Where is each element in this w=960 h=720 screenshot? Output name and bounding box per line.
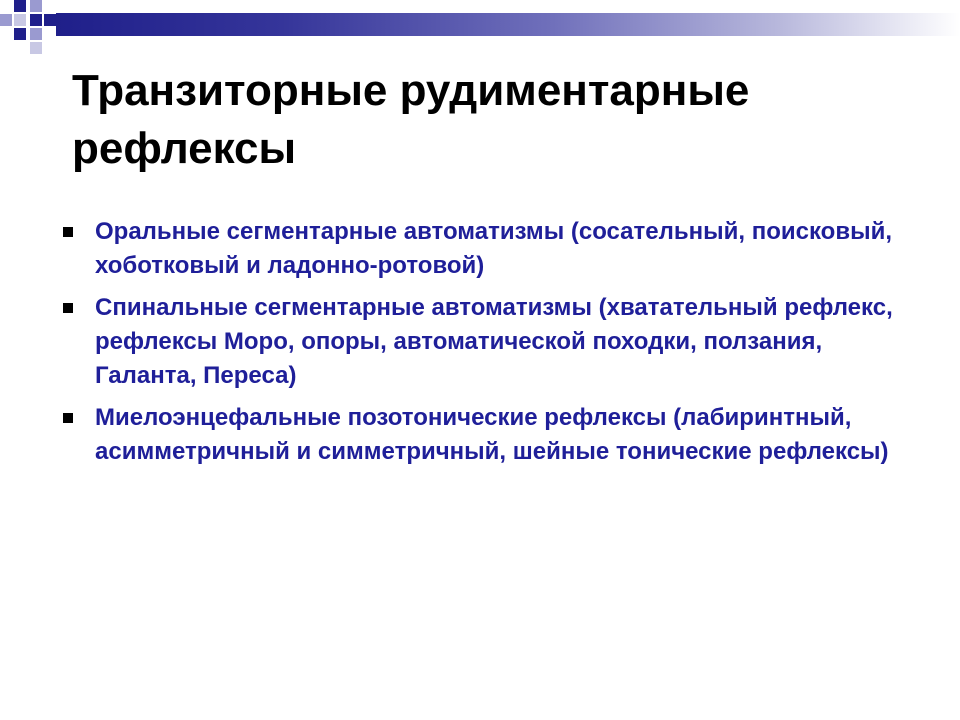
- list-item: [60, 401, 920, 469]
- header-gradient-bar: [56, 13, 960, 36]
- square-bullet-icon: [63, 227, 73, 237]
- list-item-text: Миелоэнцефальные позотонические рефлексы (лабиринтный, асимметричный и симметричный, шейные тонические рефлексы): [95, 404, 889, 465]
- square-bullet-icon: [63, 303, 73, 313]
- header-decoration: [0, 0, 960, 60]
- list-item-text: Спинальные сегментарные автоматизмы (хватательный рефлекс, рефлексы Моро, опоры, автоматической походки, ползания, Галанта, Переса): [95, 294, 893, 389]
- list-item: [60, 215, 920, 283]
- slide-title: Транзиторные рудиментарные рефлексы: [72, 66, 750, 173]
- decor-square: [30, 42, 42, 54]
- square-bullet-icon: [63, 413, 73, 423]
- decor-square: [30, 0, 42, 12]
- decor-square: [14, 14, 26, 26]
- decor-square: [14, 0, 26, 12]
- bullet-list: [60, 215, 920, 477]
- decor-square: [30, 28, 42, 40]
- list-item: [60, 291, 920, 393]
- decor-square: [0, 14, 12, 26]
- decor-square: [44, 14, 56, 26]
- decor-square: [14, 28, 26, 40]
- list-item-text: Оральные сегментарные автоматизмы (сосательный, поисковый, хоботковый и ладонно-ротовой): [95, 218, 892, 279]
- decor-square: [30, 14, 42, 26]
